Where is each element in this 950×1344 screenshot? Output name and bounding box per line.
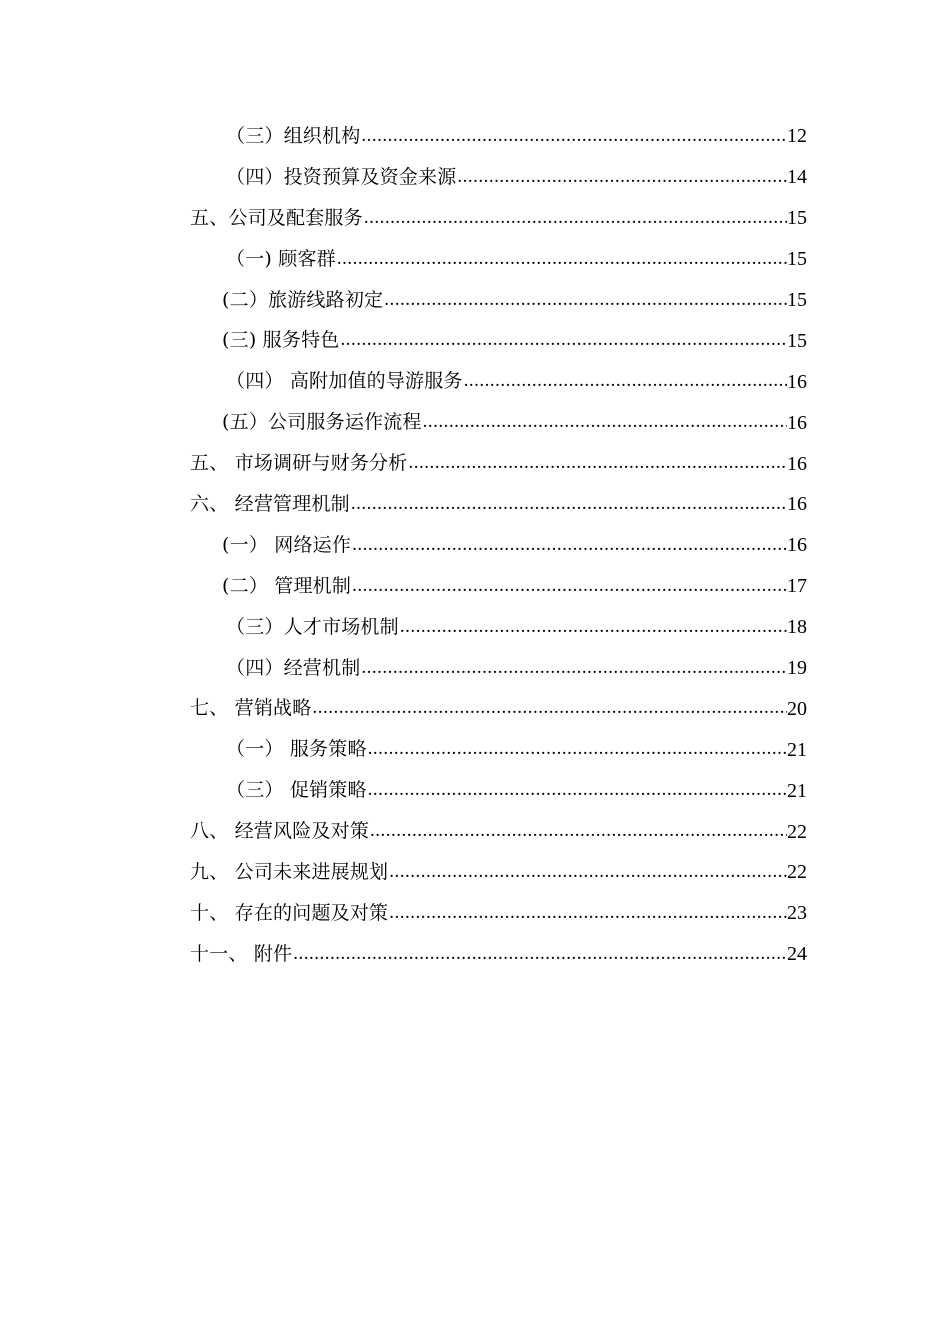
toc-page-number: 16 [787,411,807,434]
toc-entry[interactable] [0,443,950,484]
toc-entry[interactable] [0,198,950,239]
toc-entry[interactable] [0,116,950,157]
toc-dot-leader [389,863,787,882]
toc-entry[interactable] [0,361,950,402]
toc-dot-leader [368,781,787,800]
toc-page-number: 18 [787,616,807,639]
toc-entry[interactable] [0,239,950,280]
toc-entry-title: (五）公司服务运作流程 [222,411,422,434]
toc-entry[interactable] [0,648,950,689]
toc-entry-title: 八、 经营风险及对策 [190,820,370,843]
toc-entry[interactable] [0,607,950,648]
toc-entry[interactable] [0,566,950,607]
toc-dot-leader [293,945,787,964]
toc-entry[interactable] [0,525,950,566]
table-of-contents [0,116,950,975]
toc-dot-leader [384,291,787,310]
toc-page-number: 21 [787,738,807,761]
toc-page-number: 16 [787,534,807,557]
toc-entry[interactable] [0,280,950,321]
toc-entry[interactable] [0,157,950,198]
toc-entry-title: （三）组织机构 [226,124,361,147]
toc-entry-title: (一） 网络运作 [222,533,352,556]
toc-entry[interactable] [0,729,950,770]
toc-entry[interactable] [0,811,950,852]
toc-entry[interactable] [0,484,950,525]
toc-entry-title: （一) 顾客群 [226,247,336,270]
toc-page-number: 19 [787,657,807,680]
toc-entry-title: (二） 管理机制 [222,574,352,597]
toc-dot-leader [361,659,787,678]
toc-page-number: 20 [787,697,807,720]
toc-dot-leader [340,331,787,350]
toc-dot-leader [368,740,787,759]
toc-dot-leader [370,822,787,841]
toc-entry-title: 十、 存在的问题及对策 [190,901,389,924]
toc-entry-title: （四）经营机制 [226,656,361,679]
toc-dot-leader [337,250,787,269]
toc-entry-title: 五、公司及配套服务 [190,206,363,229]
toc-entry[interactable] [0,320,950,361]
toc-dot-leader [400,618,787,637]
toc-dot-leader [423,413,787,432]
toc-entry-title: （三）人才市场机制 [226,615,399,638]
toc-page-number: 14 [787,166,807,189]
toc-dot-leader [352,577,787,596]
toc-dot-leader [312,699,787,718]
toc-dot-leader [361,127,787,146]
toc-entry[interactable] [0,402,950,443]
toc-entry[interactable] [0,934,950,975]
toc-page-number: 16 [787,452,807,475]
toc-entry[interactable] [0,893,950,934]
toc-entry[interactable] [0,688,950,729]
toc-dot-leader [351,495,787,514]
toc-entry-title: 七、 营销战略 [190,697,312,720]
toc-page-number: 22 [787,861,807,884]
toc-page-number: 23 [787,902,807,925]
toc-entry-title: 九、 公司未来进展规划 [190,860,389,883]
toc-page-number: 12 [787,125,807,148]
toc-entry-title: (三) 服务特色 [222,329,340,352]
toc-entry[interactable] [0,852,950,893]
toc-entry-title: 五、 市场调研与财务分析 [190,452,408,475]
toc-dot-leader [352,536,787,555]
toc-entry[interactable] [0,770,950,811]
toc-page-number: 21 [787,779,807,802]
toc-page-number: 15 [787,289,807,311]
toc-dot-leader [364,209,787,228]
toc-page-number: 15 [787,207,807,230]
toc-page-number: 15 [787,248,807,271]
toc-entry-title: 十一、 附件 [190,942,293,965]
toc-entry-title: （四） 高附加值的导游服务 [226,370,463,393]
toc-dot-leader [457,168,787,187]
toc-dot-leader [408,454,787,473]
toc-page-number: 17 [787,575,807,598]
toc-entry-title: (二）旅游线路初定 [222,288,384,311]
toc-page-number: 24 [787,943,807,966]
toc-page-number: 16 [787,370,807,393]
toc-entry-title: 六、 经营管理机制 [190,492,350,515]
toc-dot-leader [389,904,787,923]
toc-page-number: 16 [787,493,807,516]
toc-page-number: 22 [787,820,807,843]
toc-entry-title: （三） 促销策略 [226,779,367,802]
toc-entry-title: （四）投资预算及资金来源 [226,165,457,188]
toc-dot-leader [464,372,787,391]
toc-entry-title: （一） 服务策略 [226,738,367,761]
toc-page-number: 15 [787,329,807,352]
